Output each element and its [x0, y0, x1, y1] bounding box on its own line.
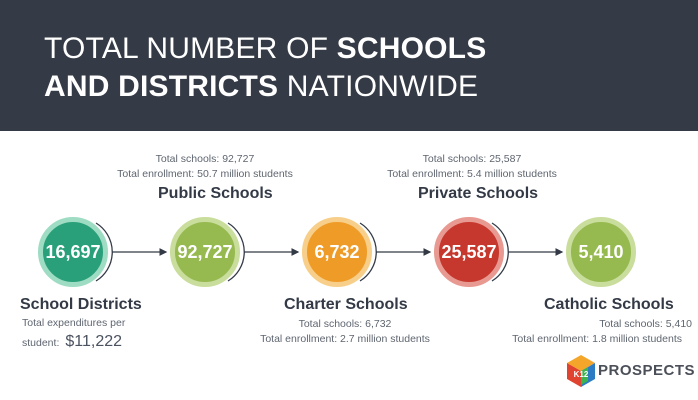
k12-cube-icon [566, 354, 596, 388]
charter-schools-total: Total schools: 6,732 [298, 318, 392, 330]
title-line1-plain: TOTAL NUMBER OF [44, 32, 337, 65]
logo-name: PROSPECTS [598, 362, 696, 379]
node-value: 5,410 [578, 241, 624, 262]
public-schools-enrollment: Total enrollment: 50.7 million students [117, 168, 293, 180]
public-schools-total: Total schools: 92,727 [155, 153, 255, 165]
catholic-schools-total: Total schools: 5,410 [599, 318, 692, 330]
node-school-districts [38, 217, 108, 287]
school-districts-expenditure-row [22, 333, 122, 351]
node-public-schools [170, 217, 240, 287]
charter-schools-title: Charter Schools [284, 296, 408, 313]
node-value: 16,697 [45, 241, 101, 262]
title-line1-bold: SCHOOLS [336, 32, 487, 65]
logo-badge-text: K12 [573, 370, 589, 379]
public-schools-title: Public Schools [158, 185, 273, 202]
catholic-schools-title: Catholic Schools [544, 296, 674, 313]
school-districts-expenditure-label: Total expenditures per [22, 317, 126, 329]
school-districts-expenditure-amount: $11,222 [65, 333, 123, 350]
title-line2-plain: NATIONWIDE [278, 70, 479, 103]
school-districts-student-label: student: [22, 337, 60, 349]
node-value: 6,732 [314, 241, 360, 262]
private-schools-total: Total schools: 25,587 [422, 153, 522, 165]
k12-prospects-logo [566, 352, 696, 390]
school-districts-title: School Districts [20, 296, 142, 313]
node-catholic-schools [566, 217, 636, 287]
private-schools-title: Private Schools [418, 185, 539, 202]
catholic-schools-enrollment: Total enrollment: 1.8 million students [512, 333, 682, 345]
charter-schools-enrollment: Total enrollment: 2.7 million students [260, 333, 430, 345]
node-value: 92,727 [177, 241, 233, 262]
node-charter-schools [302, 217, 372, 287]
node-private-schools [434, 217, 504, 287]
node-value: 25,587 [441, 241, 497, 262]
private-schools-enrollment: Total enrollment: 5.4 million students [387, 168, 557, 180]
title-line2-bold: AND DISTRICTS [44, 70, 279, 103]
